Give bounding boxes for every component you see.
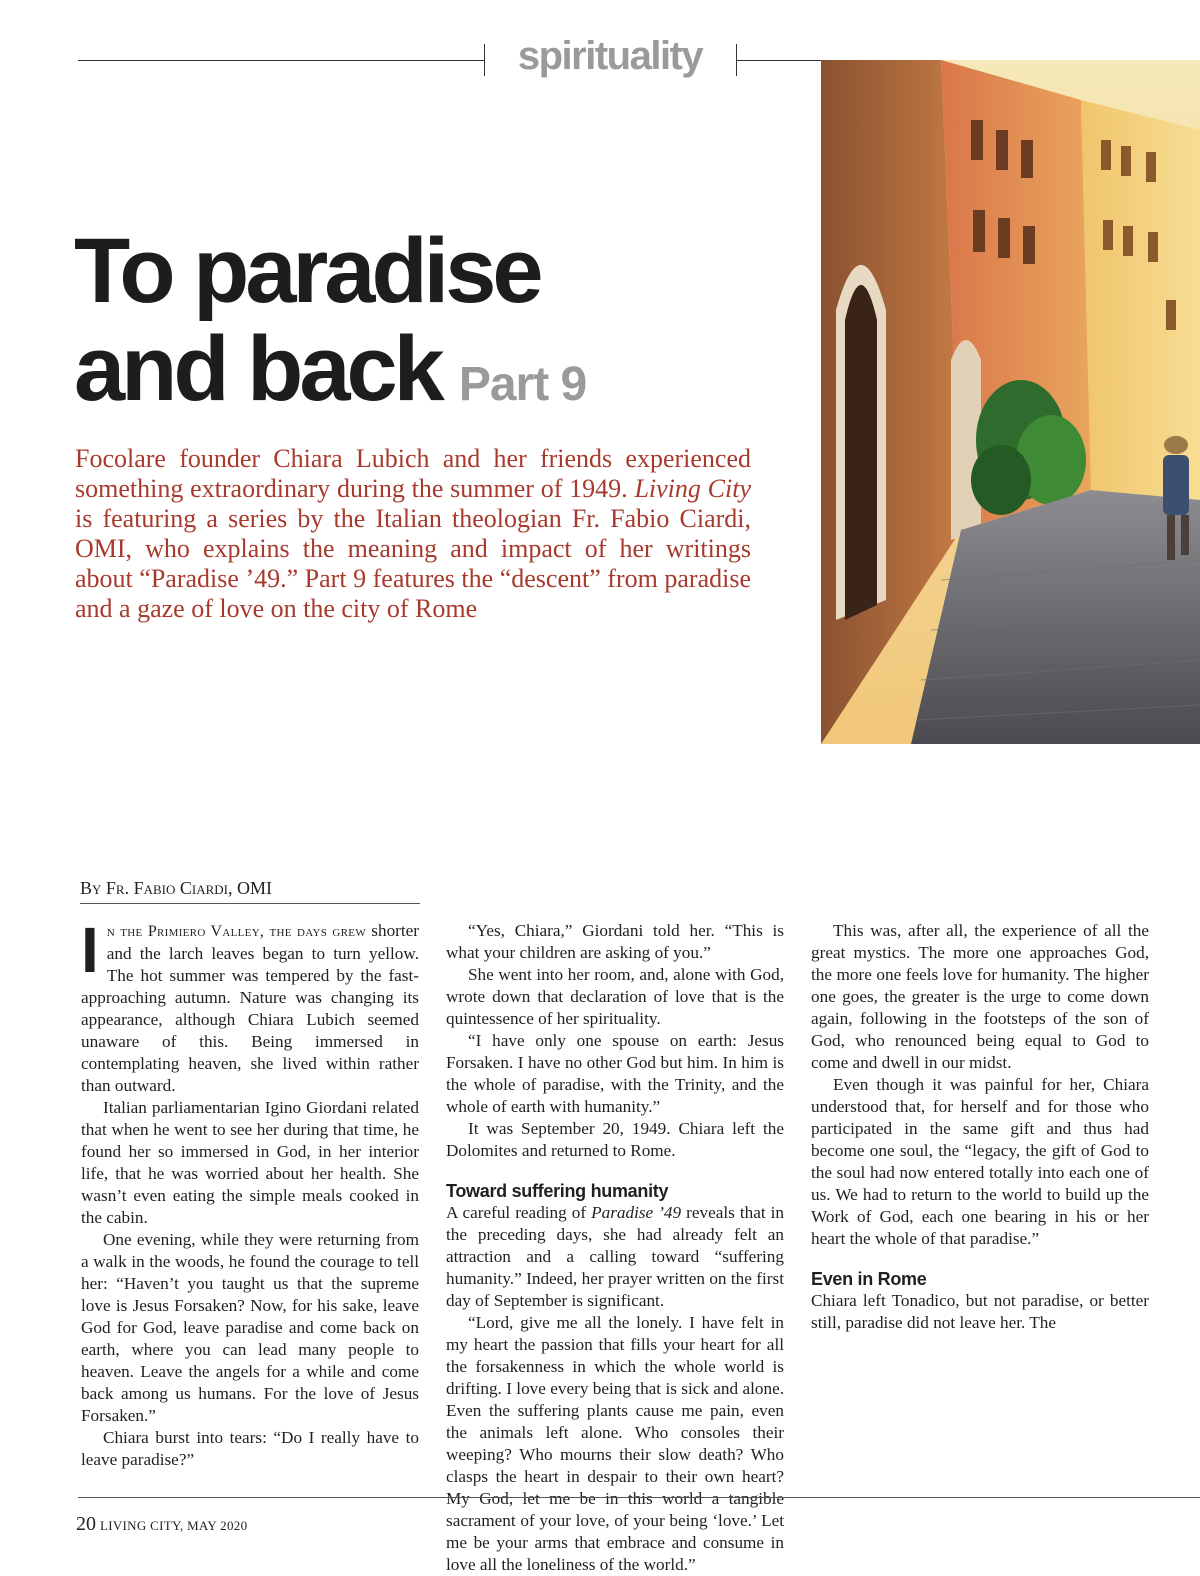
header-tick-left [484, 44, 485, 76]
drop-cap: I [81, 914, 99, 986]
text-column-3 [811, 920, 1149, 1334]
paragraph: It was September 20, 1949. Chiara left the Dolomites and returned to Rome. [446, 1119, 784, 1160]
paragraph: This was, after all, the experience of all the great mystics. The more one approaches God, the more one feels love for humanity. The higher one goes, the greater is the urge to come down again, following in the footsteps of the son of God, who renounced being equal to God to come and dwell in our midst. [811, 921, 1149, 1072]
paragraph-text: A careful reading of [446, 1203, 587, 1222]
folio [76, 1513, 247, 1536]
header-rule-left [78, 60, 484, 61]
paragraph: “Yes, Chiara,” Giordani told her. “This is what your children are asking of you.” [446, 921, 784, 962]
lead-in: n the Primiero Valley, the days grew [106, 923, 367, 940]
title-line-1: To paradise [74, 220, 540, 322]
publication-date: LIVING CITY, MAY 2020 [100, 1518, 248, 1533]
paragraph: Even though it was painful for her, Chiara understood that, for herself and for those who participated in the same gift and thus had become one soul, the “legacy, the gift of God to the soul had now entered totally into each one of us. We had to return to the world to build up the Work of God, each one bearing in his or her heart the whole of that paradise.” [811, 1075, 1149, 1248]
byline-author: By Fr. Fabio Ciardi [80, 878, 228, 898]
paragraph-text: reveals that in the preceding days, she had already felt an attraction and a calling toward “suffering humanity.” Indeed, her prayer written on the first day of September is significant. [446, 1203, 785, 1310]
header-rule-right [736, 60, 826, 61]
article-title [74, 222, 794, 434]
text-column-1 [81, 914, 420, 1471]
paragraph: “Lord, give me all the lonely. I have felt in my heart the passion that fills your heart for all the forsakenness in which the whole world is drifting. I love every being that is sick and alone. Even the suffering plants cause me pain, even the animals left alone. Who consoles their weeping? Who mourns their slow death? Who clasps the heart in despair to their own heart? My God, let me be in this world a tangible sacrament of your love, of your being ‘love.’ Let me be your arms that embrace and consume in love all the loneliness of the world.” [446, 1313, 784, 1574]
paragraph [446, 1202, 784, 1312]
text-column-2 [446, 920, 784, 1576]
title-part-label: Part 9 [458, 358, 587, 411]
section-label: spirituality [517, 34, 703, 78]
title-line-2 [74, 320, 794, 434]
paragraph-text: shorter and the larch leaves began to turn yellow. The hot summer was tempered by the fast-approaching autumn. Nature was changing its appearance, although Chiara Lubich seemed unaware of this. Being immersed in contemplating heaven, she lived within rather than outward. [81, 921, 420, 1095]
page-number: 20 [76, 1513, 96, 1535]
article-deck [75, 444, 751, 624]
byline-order: , OMI [227, 878, 272, 898]
footer-rule [78, 1497, 1200, 1498]
byline [80, 878, 420, 904]
subheading: Toward suffering humanity [446, 1181, 669, 1201]
paragraph: Italian parliamentarian Igino Giordani related that when he went to see her during that time, he found her so immersed in God, in her interior life, that he was worried about her health. She wasn’t even eating the simple meals cooked in the cabin. [81, 1098, 419, 1227]
paragraph: Chiara burst into tears: “Do I really have to leave paradise?” [81, 1428, 419, 1469]
title-line-2-text: and back [74, 318, 441, 420]
street-scene-image [821, 60, 1200, 744]
book-title: Paradise ’49 [591, 1203, 682, 1222]
subheading: Even in Rome [811, 1269, 927, 1289]
paragraph: Chiara left Tonadico, but not paradise, or better still, paradise did not leave her. The [811, 1291, 1149, 1332]
street-photo [821, 60, 1200, 744]
paragraph: “I have only one spouse on earth: Jesus Forsaken. I have no other God but him. In him is the whole of paradise, with the Trinity, and the whole of earth with humanity.” [446, 1031, 784, 1116]
deck-text-2: is featuring a series by the Italian theologian Fr. Fabio Ciardi, OMI, who explains the meaning and impact of her writings about “Paradise ’49.” Part 9 features the “descent” from paradise and a gaze of love on the city of Rome [75, 504, 751, 623]
paragraph: She went into her room, and, alone with God, wrote down that declaration of love that is the quintessence of her spirituality. [446, 965, 784, 1028]
paragraph: One evening, while they were returning from a walk in the woods, he found the courage to tell her: “Haven’t you taught us that the supreme love is Jesus Forsaken? Now, for his sake, leave God for God, leave paradise and come back on earth, where you can lead many people to heaven. Leave the angels for a while and come back among us humans. For the love of Jesus Forsaken.” [81, 1230, 419, 1425]
paragraph [81, 914, 420, 1097]
deck-text-1: Focolare founder Chiara Lubich and her friends experienced something extraordinary during the summer of 1949. [75, 444, 751, 503]
deck-publication-name: Living City [634, 474, 751, 503]
